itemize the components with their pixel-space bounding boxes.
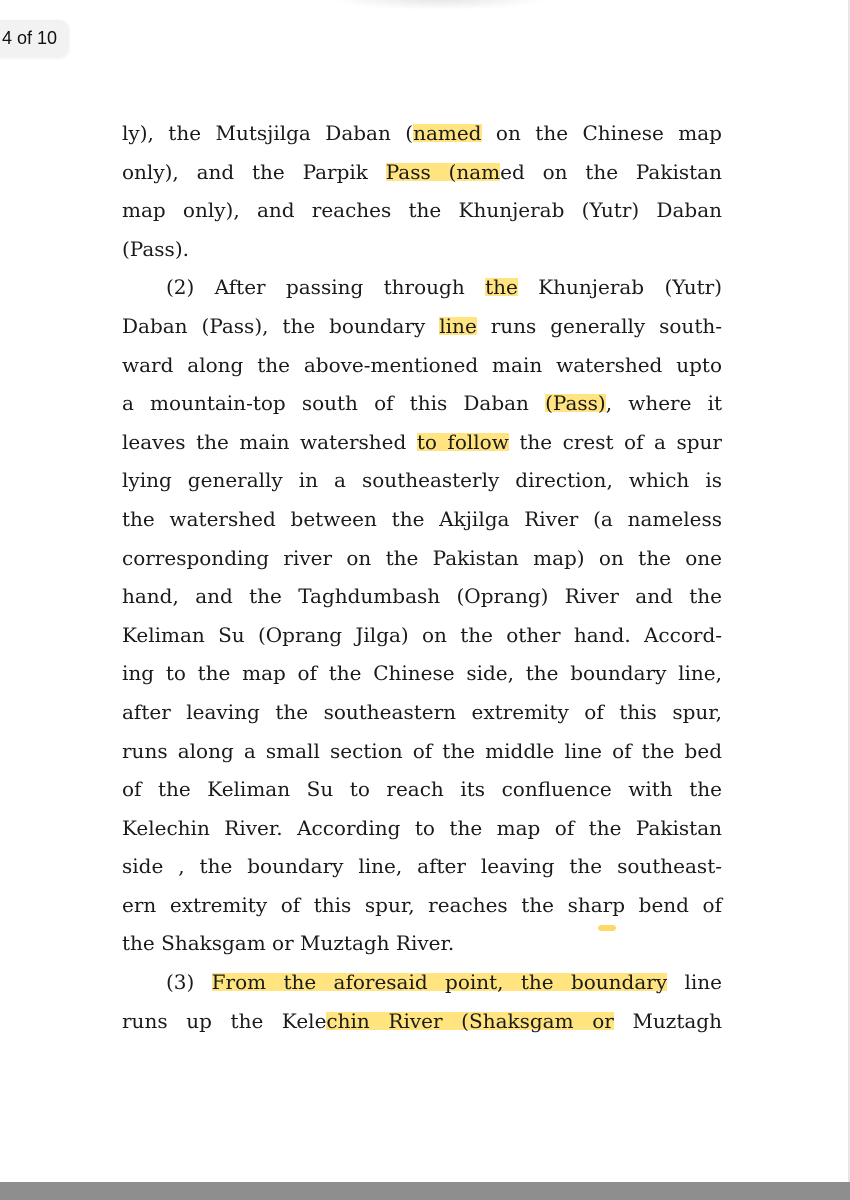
text-segment: map only), and reaches the Khunjerab (Yutr) Daban xyxy=(122,198,722,223)
highlighted-text: the xyxy=(485,275,518,300)
document-text xyxy=(122,114,722,1040)
text-segment: the Shaksgam or Muztagh River. xyxy=(122,931,455,956)
text-segment: after leaving the southeastern extremity of this spur, xyxy=(122,699,722,724)
text-segment: a mountain-top south of this Daban xyxy=(122,391,546,416)
highlighted-text: (Pass) xyxy=(545,391,606,416)
text-line xyxy=(122,307,722,346)
text-line xyxy=(122,886,722,925)
text-segment: of the Keliman Su to reach its confluence with the xyxy=(122,777,722,802)
text-segment: Khunjerab (Yutr) xyxy=(517,275,722,300)
page-indicator: 4 of 10 xyxy=(0,20,69,57)
text-segment: (2) After passing through xyxy=(166,275,486,300)
text-segment: Daban (Pass), the boundary xyxy=(122,313,440,338)
text-line xyxy=(122,500,722,539)
text-segment: (3) xyxy=(166,970,212,995)
text-line xyxy=(122,693,722,732)
top-edge-shadow xyxy=(330,0,550,10)
text-segment: Muztagh xyxy=(613,1008,722,1033)
text-segment: Kelechin River. According to the map of the Pakistan xyxy=(122,815,722,840)
text-line xyxy=(122,384,722,423)
highlight-mark xyxy=(598,925,616,931)
text-line xyxy=(122,770,722,809)
text-segment: ed on the Pakistan xyxy=(500,159,722,184)
text-segment: runs up the Kele xyxy=(122,1008,327,1033)
text-segment: runs generally south- xyxy=(476,313,722,338)
text-segment: corresponding river on the Pakistan map) on the one xyxy=(122,545,722,570)
text-line xyxy=(122,924,722,963)
highlighted-text: From the aforesaid point, the boundary xyxy=(211,970,668,995)
bottom-bar xyxy=(0,1182,850,1200)
text-line xyxy=(122,539,722,578)
text-segment: the crest of a spur xyxy=(508,429,722,454)
text-line xyxy=(122,577,722,616)
text-segment: , where it xyxy=(605,391,722,416)
text-line xyxy=(122,809,722,848)
text-line xyxy=(122,346,722,385)
text-line xyxy=(122,732,722,771)
text-line xyxy=(122,461,722,500)
text-segment: only), and the Parpik xyxy=(122,159,386,184)
text-line xyxy=(122,963,722,1002)
text-segment: the watershed between the Akjilga River (a nameless xyxy=(122,506,722,531)
text-segment: hand, and the Taghdumbash (Oprang) River and the xyxy=(122,584,722,609)
text-segment: runs along a small section of the middle line of the bed xyxy=(122,738,722,763)
text-segment: ing to the map of the Chinese side, the boundary line, xyxy=(122,661,722,686)
text-line xyxy=(122,654,722,693)
text-line xyxy=(122,230,722,269)
text-segment: ward along the above-mentioned main watershed upto xyxy=(122,352,722,377)
highlighted-text: line xyxy=(439,313,477,338)
text-segment: line xyxy=(667,970,722,995)
highlighted-text: named xyxy=(413,121,482,145)
text-segment: lying generally in a southeasterly direction, which is xyxy=(122,468,722,493)
text-line xyxy=(122,1002,722,1041)
text-line xyxy=(122,423,722,462)
highlighted-text: to follow xyxy=(416,429,509,454)
text-line xyxy=(122,268,722,307)
text-segment: on the Chinese map xyxy=(481,121,722,145)
text-segment: leaves the main watershed xyxy=(122,429,417,454)
text-segment: ern extremity of this spur, reaches the sharp bend of xyxy=(122,892,722,917)
text-line xyxy=(122,847,722,886)
text-segment: (Pass). xyxy=(122,236,189,261)
highlighted-text: Pass (nam xyxy=(385,159,501,184)
text-segment: ly), the Mutsjilga Daban ( xyxy=(122,121,414,145)
text-line xyxy=(122,153,722,192)
highlighted-text: chin River (Shaksgam or xyxy=(326,1008,614,1033)
text-segment: side , the boundary line, after leaving the southeast- xyxy=(122,854,722,879)
text-segment: Keliman Su (Oprang Jilga) on the other hand. Accord- xyxy=(122,622,722,647)
text-line xyxy=(122,191,722,230)
text-line xyxy=(122,114,722,153)
text-line xyxy=(122,616,722,655)
